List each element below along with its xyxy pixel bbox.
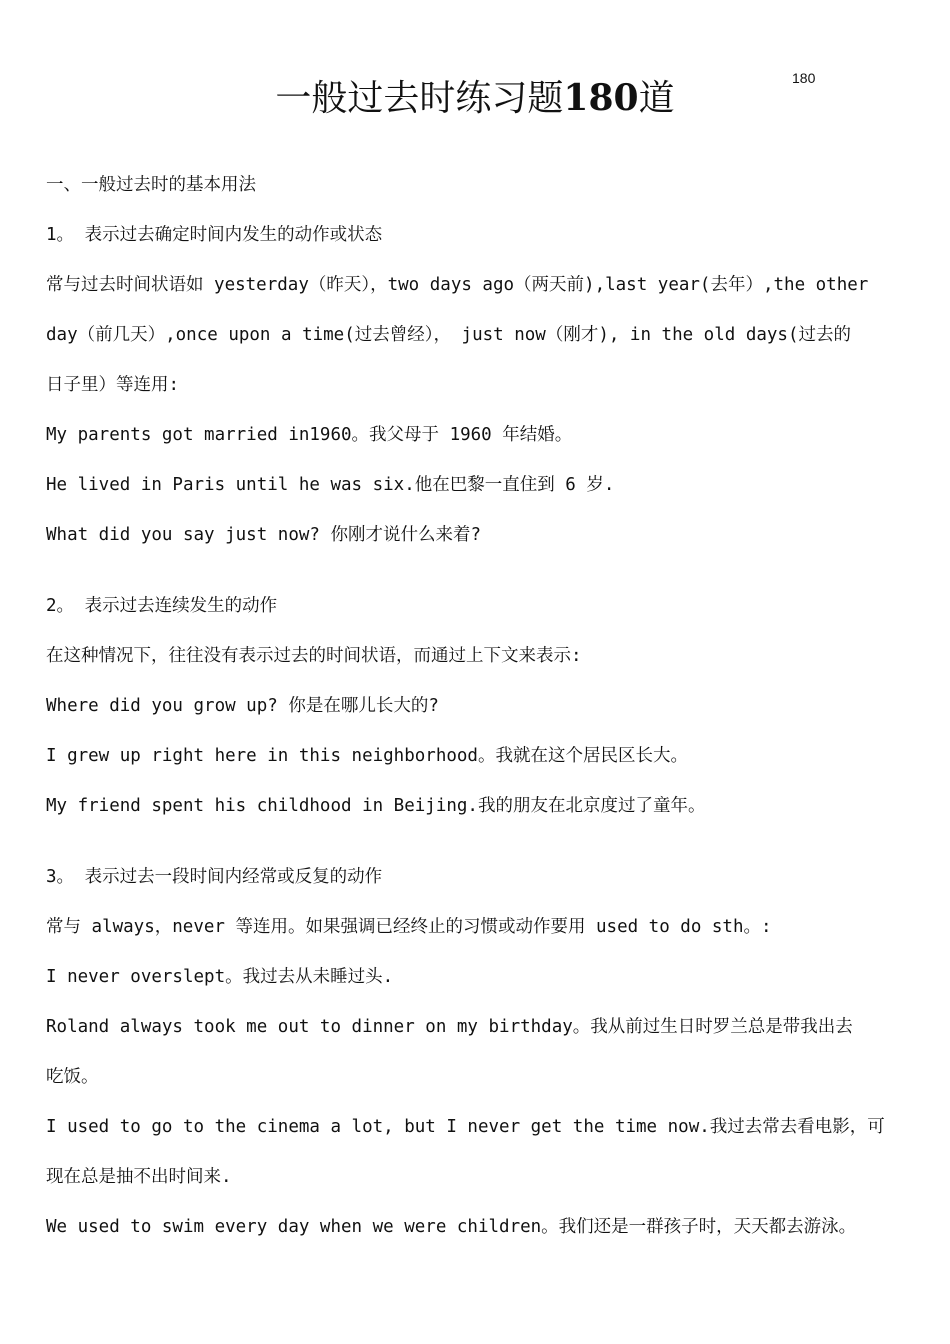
title-suffix: 道 <box>638 78 675 119</box>
page-title <box>0 72 950 125</box>
paragraph-line: 在这种情况下，往往没有表示过去的时间状语，而通过上下文来表示: <box>46 646 582 666</box>
rule-heading-1: 1。 表示过去确定时间内发生的动作或状态 <box>46 225 383 245</box>
example-sentence: He lived in Paris until he was six.他在巴黎一直住到 6 岁. <box>46 475 615 495</box>
paragraph-line: 常与 always，never 等连用。如果强调已经终止的习惯或动作要用 used to do sth。: <box>46 917 772 937</box>
example-sentence: I never overslept。我过去从未睡过头. <box>46 967 394 987</box>
rule-heading-2: 2。 表示过去连续发生的动作 <box>46 596 278 616</box>
example-sentence: I grew up right here in this neighborhood。我就在这个居民区长大。 <box>46 746 688 766</box>
example-sentence: I used to go to the cinema a lot, but I never get the time now.我过去常去看电影，可 <box>46 1117 885 1137</box>
example-sentence: 现在总是抽不出时间来. <box>46 1167 232 1187</box>
rule-heading-3: 3。 表示过去一段时间内经常或反复的动作 <box>46 867 383 887</box>
example-sentence: We used to swim every day when we were children。我们还是一群孩子时，天天都去游泳。 <box>46 1217 857 1237</box>
title-number: 180 <box>563 77 639 119</box>
example-sentence: Roland always took me out to dinner on my birthday。我从前过生日时罗兰总是带我出去 <box>46 1017 853 1037</box>
example-sentence: 吃饭。 <box>46 1067 99 1087</box>
title-prefix: 一般过去时练习题 <box>275 78 564 119</box>
page-number: 180 <box>792 70 816 86</box>
example-sentence: My friend spent his childhood in Beijing.我的朋友在北京度过了童年。 <box>46 796 706 816</box>
paragraph-line: day（前几天）,once upon a time(过去曾经）， just now（刚才), in the old days(过去的 <box>46 325 852 345</box>
paragraph-line: 常与过去时间状语如 yesterday（昨天），two days ago（两天前),last year(去年）,the other <box>46 275 869 295</box>
example-sentence: What did you say just now? 你刚才说什么来着? <box>46 525 482 545</box>
section-heading: 一、一般过去时的基本用法 <box>46 175 256 195</box>
paragraph-line: 日子里）等连用: <box>46 375 180 395</box>
example-sentence: My parents got married in1960。我父母于 1960 年结婚。 <box>46 425 573 445</box>
example-sentence: Where did you grow up? 你是在哪儿长大的? <box>46 696 439 716</box>
